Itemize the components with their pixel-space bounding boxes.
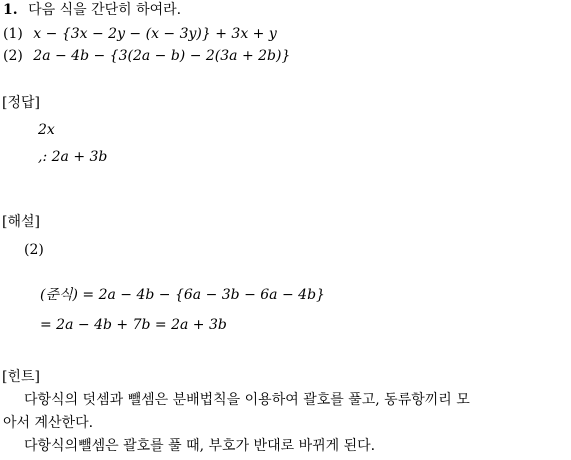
hint-paragraph-1-line-1: 다항식의 덧셈과 뺄셈은 분배법칙을 이용하여 괄호를 풀고, 동류항끼리 모: [24, 392, 470, 408]
problem-item-2: [3, 46, 290, 66]
item-expression: 2a − 4b − {3(2a − b) − 2(3a + 2b)}: [33, 48, 291, 64]
hint-heading: [힌트]: [2, 369, 40, 385]
problem-number: 1.: [3, 2, 18, 18]
answer-line-2: ,: 2a + 3b: [38, 149, 108, 165]
answer-line-1: 2x: [38, 122, 55, 138]
explanation-label: (2): [24, 242, 44, 258]
explanation-step-2: = 2a − 4b + 7b = 2a + 3b: [40, 317, 227, 333]
problem-prompt: 다음 식을 간단히 하여라.: [28, 2, 182, 18]
item-expression: x − {3x − 2y − (x − 3y)} + 3x + y: [33, 26, 277, 42]
answer-heading: [정답]: [2, 95, 40, 111]
hint-paragraph-2: 다항식의뺄셈은 괄호를 풀 때, 부호가 반대로 바뀌게 된다.: [24, 438, 376, 454]
item-label: (2): [3, 48, 23, 64]
item-label: (1): [3, 26, 23, 42]
explanation-step-1: (준식) = 2a − 4b − {6a − 3b − 6a − 4b}: [40, 287, 325, 303]
explanation-heading: [해설]: [2, 214, 40, 230]
hint-paragraph-1-line-2: 아서 계산한다.: [3, 415, 94, 431]
problem-item-1: [3, 24, 277, 44]
problem-header: [3, 0, 181, 20]
